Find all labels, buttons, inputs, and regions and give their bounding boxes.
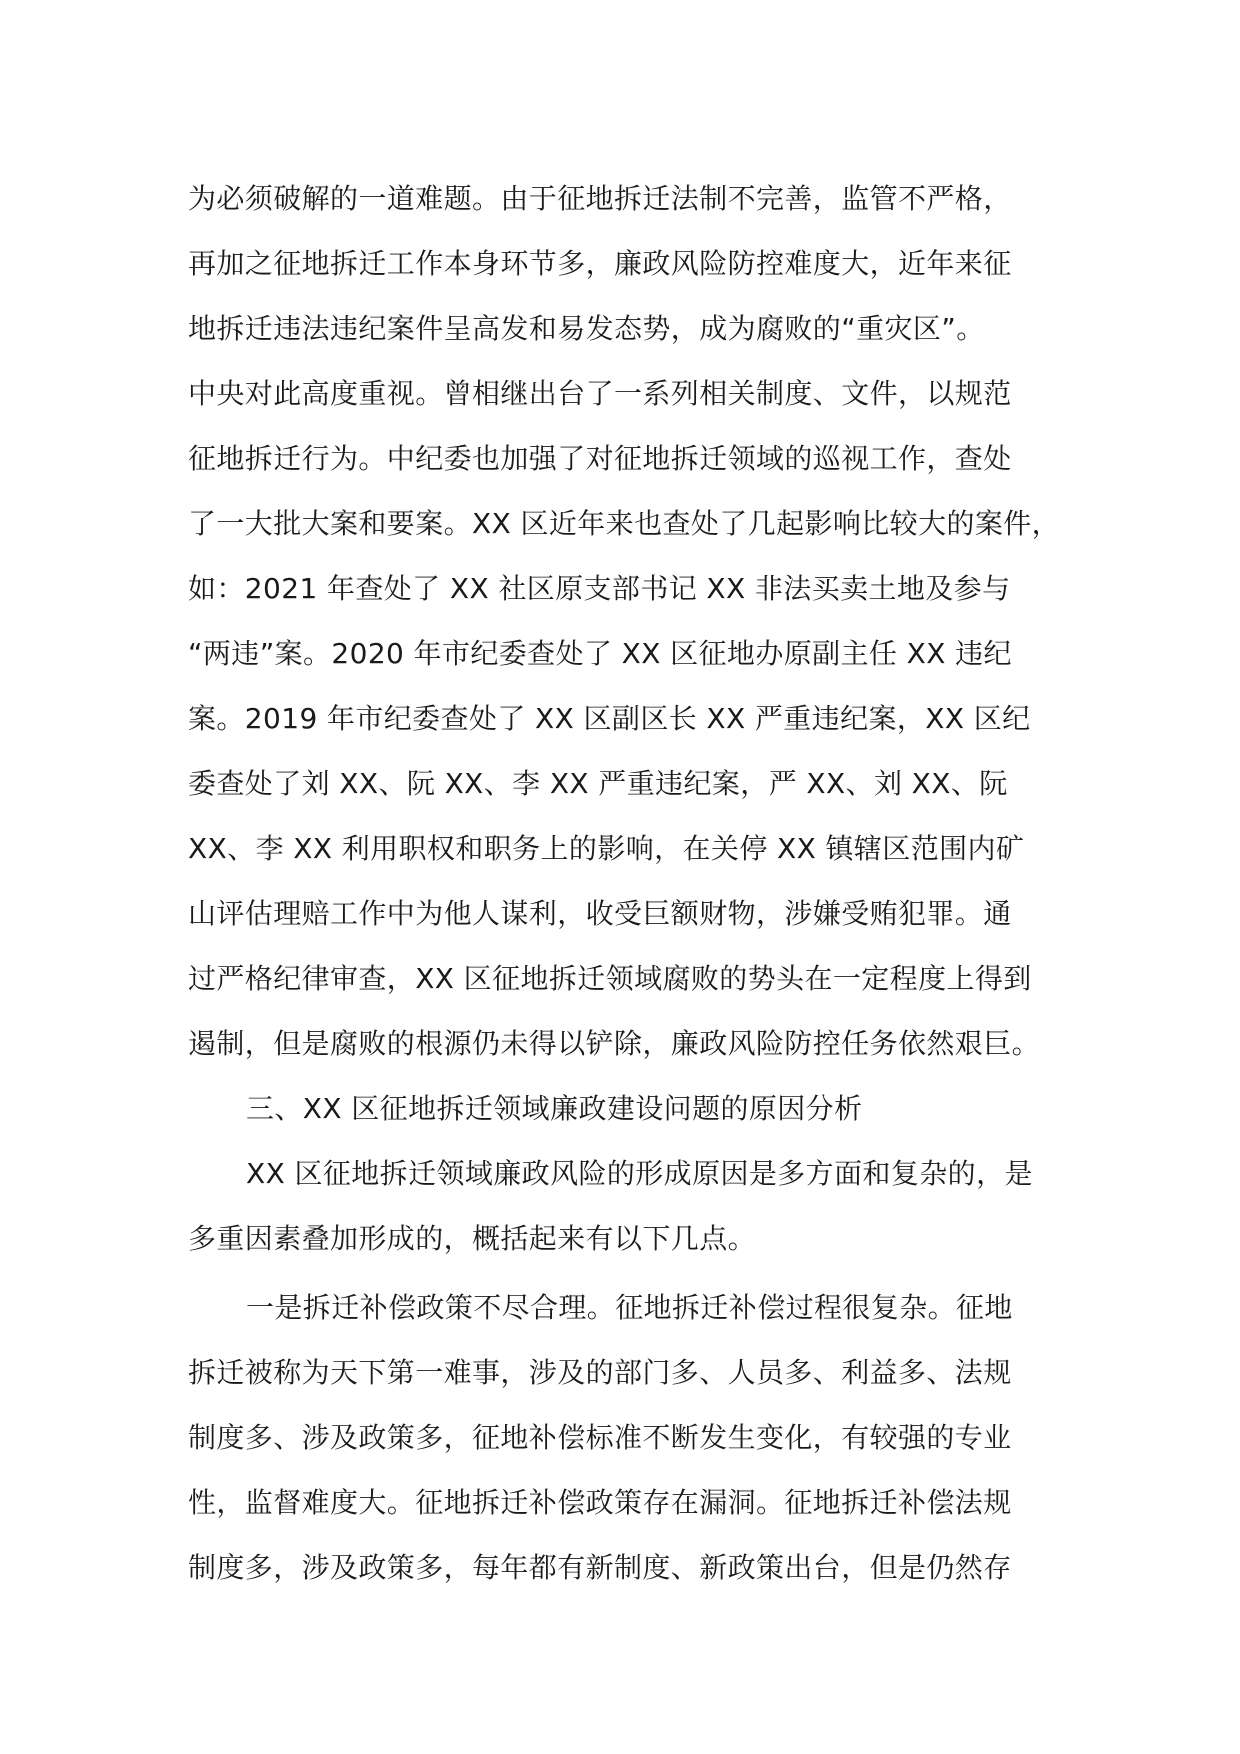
text-line: 中央对此高度重视。曾相继出台了一系列相关制度、文件，以规范 bbox=[188, 377, 1012, 410]
text-line: 山评估理赔工作中为他人谋利，收受巨额财物，涉嫌受贿犯罪。通 bbox=[188, 897, 1012, 930]
text-line: 如：2021 年查处了 XX 社区原支部书记 XX 非法买卖土地及参与 bbox=[188, 572, 1011, 605]
text-line: 案。2019 年市纪委查处了 XX 区副区长 XX 严重违纪案，XX 区纪 bbox=[188, 702, 1031, 735]
paragraph-first-line: 一是拆迁补偿政策不尽合理。征地拆迁补偿过程很复杂。征地 bbox=[246, 1291, 1013, 1324]
text-line: 再加之征地拆迁工作本身环节多，廉政风险防控难度大，近年来征 bbox=[188, 247, 1012, 280]
document-body bbox=[188, 166, 1088, 1600]
section-heading: 三、XX 区征地拆迁领域廉政建设问题的原因分析 bbox=[246, 1092, 863, 1125]
text-line: 遏制，但是腐败的根源仍未得以铲除，廉政风险防控任务依然艰巨。 bbox=[188, 1027, 1041, 1060]
text-line: 拆迁被称为天下第一难事，涉及的部门多、人员多、利益多、法规 bbox=[188, 1356, 1012, 1389]
text-line: XX、李 XX 利用职权和职务上的影响，在关停 XX 镇辖区范围内矿 bbox=[188, 832, 1025, 865]
text-line: 为必须破解的一道难题。由于征地拆迁法制不完善，监管不严格， bbox=[188, 182, 1012, 215]
text-line: 制度多、涉及政策多，征地补偿标准不断发生变化，有较强的专业 bbox=[188, 1421, 1012, 1454]
text-line: 性，监督难度大。征地拆迁补偿政策存在漏洞。征地拆迁补偿法规 bbox=[188, 1486, 1012, 1519]
text-line: 过严格纪律审查，XX 区征地拆迁领域腐败的势头在一定程度上得到 bbox=[188, 962, 1032, 995]
text-line: 地拆迁违法违纪案件呈高发和易发态势，成为腐败的“重灾区”。 bbox=[188, 312, 985, 345]
text-line: 多重因素叠加形成的，概括起来有以下几点。 bbox=[188, 1222, 757, 1255]
text-line: 制度多，涉及政策多，每年都有新制度、新政策出台，但是仍然存 bbox=[188, 1551, 1012, 1584]
text-line: 征地拆迁行为。中纪委也加强了对征地拆迁领域的巡视工作，查处 bbox=[188, 442, 1012, 475]
text-line: “两违”案。2020 年市纪委查处了 XX 区征地办原副主任 XX 违纪 bbox=[188, 637, 1012, 670]
text-line: 委查处了刘 XX、阮 XX、李 XX 严重违纪案，严 XX、刘 XX、阮 bbox=[188, 767, 1008, 800]
text-line: 了一大批大案和要案。XX 区近年来也查处了几起影响比较大的案件， bbox=[188, 507, 1061, 540]
paragraph-first-line: XX 区征地拆迁领域廉政风险的形成原因是多方面和复杂的，是 bbox=[246, 1157, 1033, 1190]
